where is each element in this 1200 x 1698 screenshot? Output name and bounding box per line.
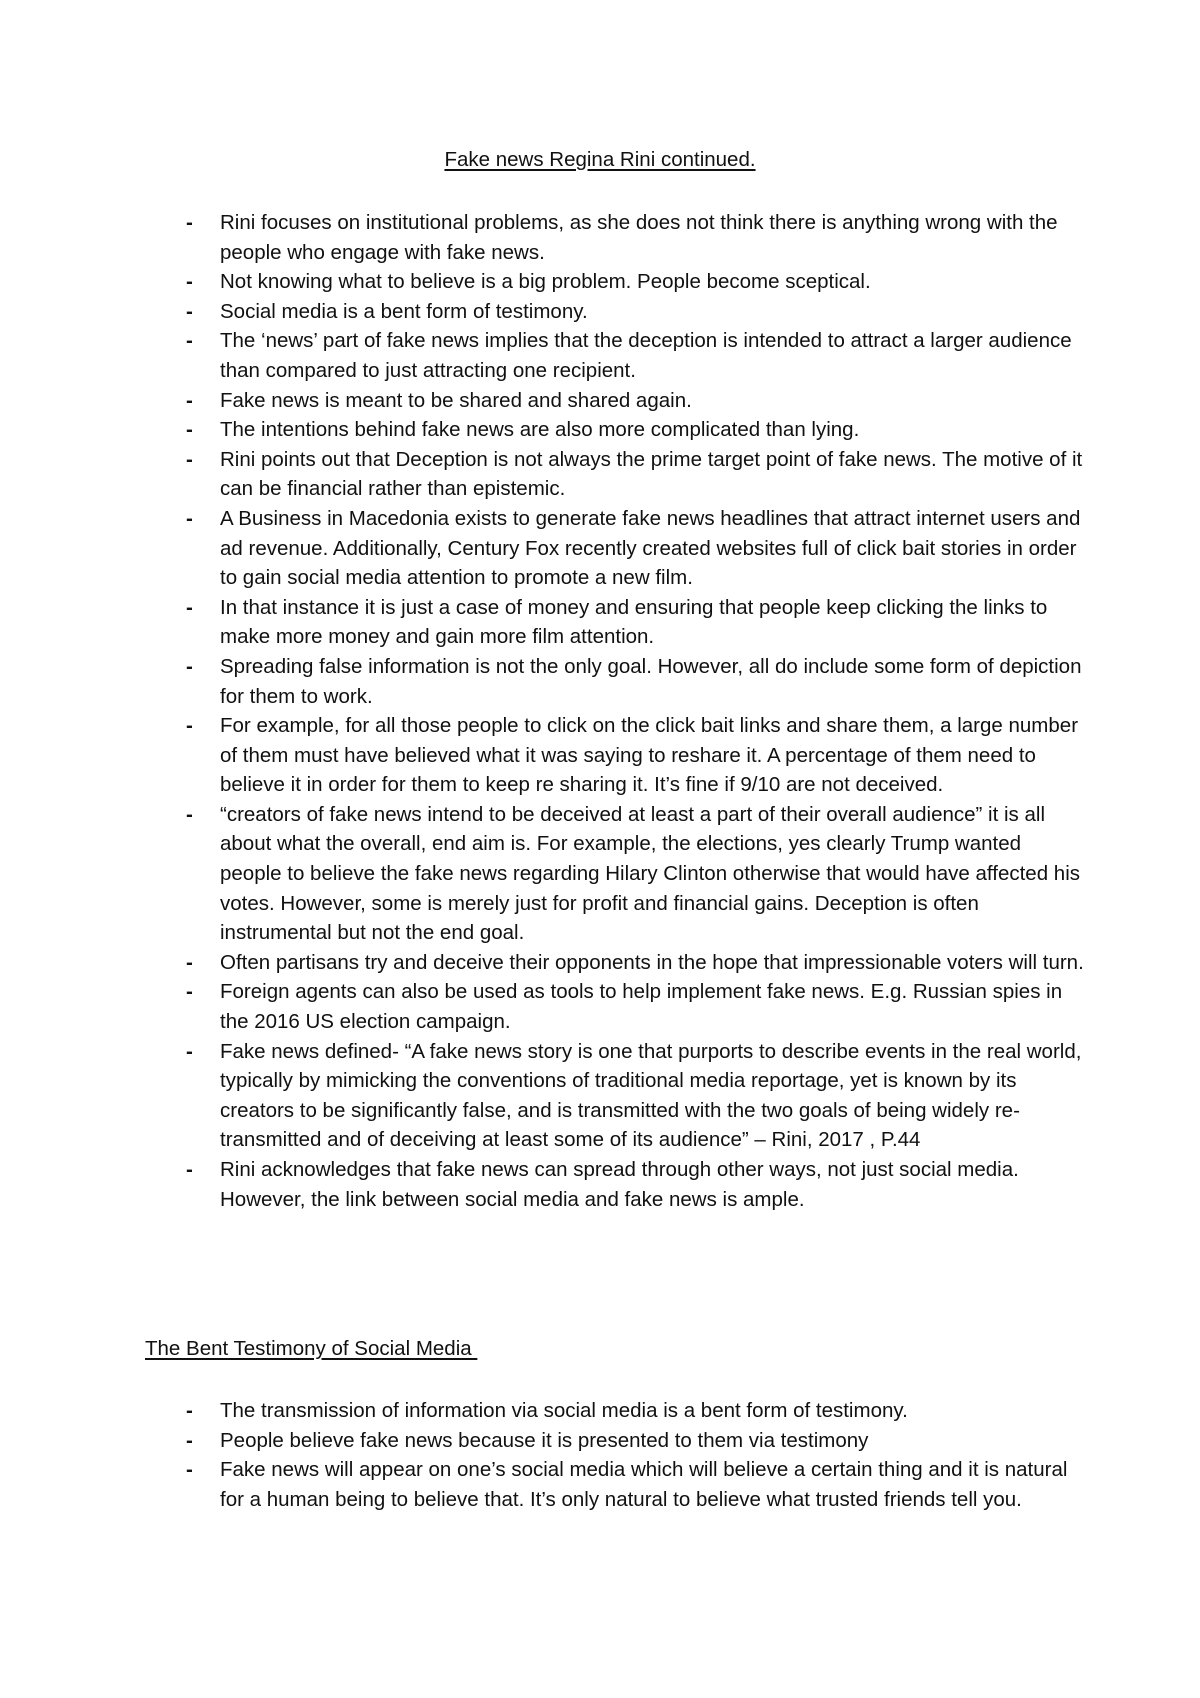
list-item (186, 948, 1086, 978)
list-item-text: Rini points out that Deception is not always the prime target point of fake news. The motive of it can be financial rather than epistemic. (220, 447, 1083, 501)
list-item-text: Social media is a bent form of testimony. (220, 299, 588, 323)
list-item-text: For example, for all those people to click on the click bait links and share them, a large number of them must have believed what it was saying to reshare it. A percentage of them need to believe it in order for them to keep re sharing it. It’s fine if 9/10 are not deceived. (220, 714, 1079, 797)
list-item (186, 1396, 1086, 1426)
bullet-dash: - (186, 211, 193, 234)
list-item-text: Rini acknowledges that fake news can spread through other ways, not just social media. However, the link between social media and fake news is ample. (220, 1158, 1019, 1211)
bullet-dash: - (186, 654, 193, 678)
list-item-text: The ‘news’ part of fake news implies that the deception is intended to attract a larger audience than compared to just attracting one recipient. (220, 329, 1072, 382)
bullet-dash: - (186, 980, 193, 1004)
list-item (186, 1426, 1086, 1456)
list-item (186, 297, 1086, 327)
bullet-dash: - (186, 1428, 193, 1452)
bullet-dash: - (186, 447, 193, 471)
bullet-dash: - (186, 1399, 193, 1422)
bullet-dash: - (186, 506, 193, 530)
bullet-dash: - (186, 1039, 193, 1063)
list-item (186, 593, 1086, 652)
list-item (186, 504, 1086, 593)
list-item (186, 267, 1086, 297)
section1-list (186, 208, 1086, 1214)
bullet-dash: - (186, 418, 193, 442)
list-item-text: Spreading false information is not the only goal. However, all do include some form of depiction for them to work. (220, 654, 1082, 708)
bullet-dash: - (186, 1458, 193, 1482)
section-heading: The Bent Testimony of Social Media (145, 1337, 478, 1360)
list-item-text: Often partisans try and deceive their opponents in the hope that impressionable voters will turn. (220, 950, 1084, 974)
list-item (186, 800, 1086, 948)
list-item (186, 415, 1086, 445)
list-item-text: Fake news defined- “A fake news story is one that purports to describe events in the real world, typically by mimicking the conventions of traditional media reportage, yet is known by its creators to be significantly false, and is transmitted with the two goals of being widely re-transmitted and of deceiving at least some of its audience” – Rini, 2017 , P.44 (220, 1039, 1082, 1152)
document-title: Fake news Regina Rini continued. (444, 148, 756, 171)
bullet-dash: - (186, 299, 193, 323)
bullet-dash: - (186, 595, 193, 619)
bullet-dash: - (186, 950, 193, 974)
list-item-text: Not knowing what to believe is a big problem. People become sceptical. (220, 270, 871, 294)
list-item-text: Foreign agents can also be used as tools to help implement fake news. E.g. Russian spies in the 2016 US election campaign. (220, 980, 1063, 1034)
bullet-dash: - (186, 388, 193, 412)
list-item-text: In that instance it is just a case of money and ensuring that people keep clicking the links to make more money and gain more film attention. (220, 595, 1048, 649)
list-item-text: A Business in Macedonia exists to generate fake news headlines that attract internet users and ad revenue. Additionally, Century Fox recently created websites full of click bait stories in order to gain social media attention to promote a new film. (220, 506, 1081, 590)
list-item-text: Rini focuses on institutional problems, as she does not think there is anything wrong with the people who engage with fake news. (220, 211, 1058, 264)
list-item (186, 386, 1086, 416)
list-item (186, 208, 1086, 267)
list-item (186, 711, 1086, 800)
list-item-text: The intentions behind fake news are also more complicated than lying. (220, 418, 860, 442)
list-item (186, 1155, 1086, 1214)
list-item (186, 1037, 1086, 1155)
list-item (186, 977, 1086, 1036)
bullet-dash: - (186, 714, 193, 738)
bullet-dash: - (186, 802, 193, 826)
list-item-text: People believe fake news because it is presented to them via testimony (220, 1428, 869, 1452)
list-item-text: Fake news will appear on one’s social media which will believe a certain thing and it is natural for a human being to believe that. It’s only natural to believe what trusted friends tell you. (220, 1458, 1068, 1511)
list-item (186, 445, 1086, 504)
bullet-dash: - (186, 1158, 193, 1181)
section2-list (186, 1396, 1086, 1514)
list-item-text: The transmission of information via social media is a bent form of testimony. (220, 1399, 908, 1422)
list-item-text: “creators of fake news intend to be deceived at least a part of their overall audience” it is all about what the overall, end aim is. For example, the elections, yes clearly Trump wanted people to believe the fake news regarding Hilary Clinton otherwise that would have affected his votes. However, some is merely just for profit and financial gains. Deception is often instrumental but not the end goal. (220, 802, 1080, 945)
list-item (186, 1455, 1086, 1514)
bullet-dash: - (186, 270, 193, 294)
list-item (186, 326, 1086, 385)
list-item (186, 652, 1086, 711)
list-item-text: Fake news is meant to be shared and shared again. (220, 388, 692, 412)
bullet-dash: - (186, 329, 193, 353)
